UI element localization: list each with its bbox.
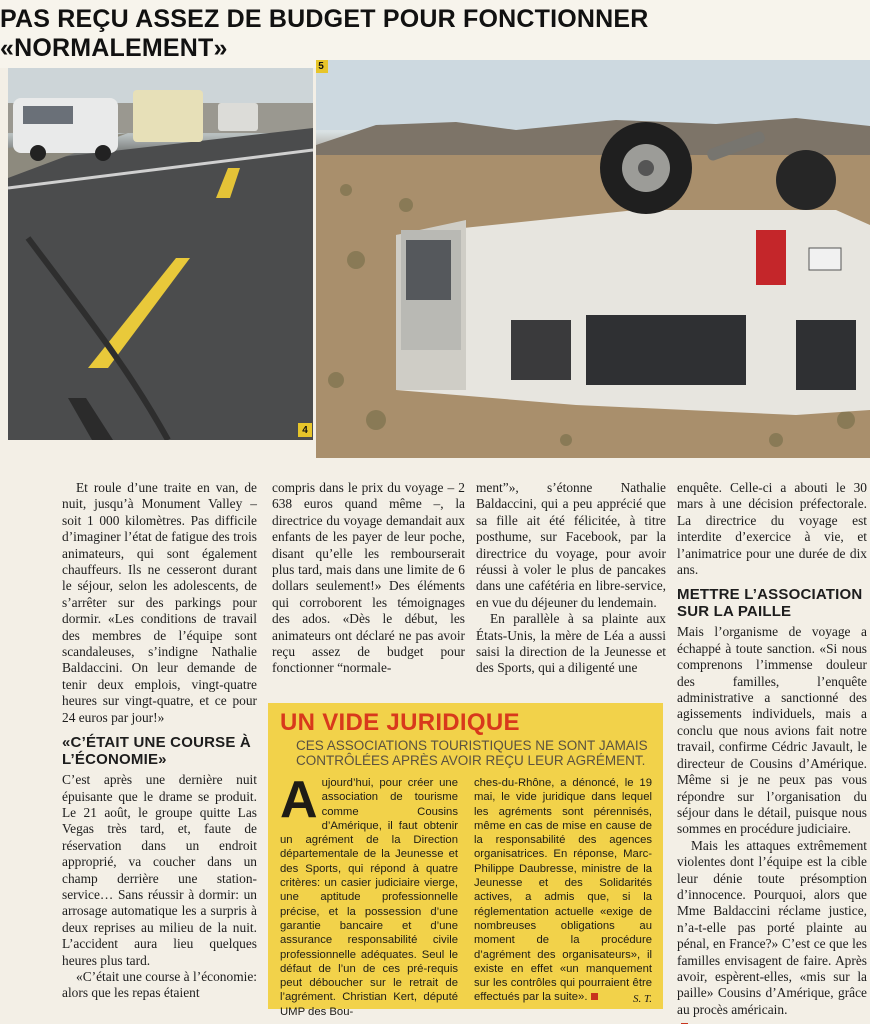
box-right-text: ches-du-Rhône, a dénoncé, le 19 mai, le vide juridique dans lequel les agréments sont pérennisés, même en cas de mise en cause de la responsabilité des agences organisatrices. En réponse, Marc-Philippe Daubresse, ministre de la Jeunesse et des Solidarités actives, a admis que, si la réglementation actuelle «exige de nombreuses obligations au moment de la procédure d’agrément des organisateurs», il existe en effet «un manquement sur les contrôles qui pourraient être effectués par la suite». <box>474 777 652 1004</box>
road-photo <box>8 68 313 440</box>
box-left-text: ujourd’hui, pour créer une association de tourisme comme Cousins d’Amérique, il faut obtenir un agrément de la Direction départementale de la Jeunesse et des Sports, qui répond à quatre critères: un casier judiciaire vierge, une aptitude professionnelle précise, et la possession d’une garantie bancaire et d’une assurance responsabilité civile professionnelle adéquates. Seul le défaut de l’un de ces pré-requis peut déboucher sur le retrait de l’agrément. Christian Kert, député UMP des Bou- <box>280 777 458 1018</box>
col2-paragraph-1: compris dans le prix du voyage – 2 638 euros quand même –, la directrice du voyage demandait aux enfants de les payer de leur poche, disant qu’elle les rembourserait plus tard, mais dans une limite de 6 dollars seulement!» Des éléments qui corroborent les témoignages des ados. «Dès le début, les animateurs ont déclaré ne pas avoir reçu assez de budget pour fonctionner “normale- <box>272 480 465 676</box>
van-illustration <box>316 60 870 458</box>
sidebar-box <box>268 703 663 1018</box>
headline: PAS REÇU ASSEZ DE BUDGET POUR FONCTIONNER «NORMALEMENT» <box>0 0 870 68</box>
col1-paragraph-1: Et roule d’une traite en van, de nuit, jusqu’à Monument Valley – soit 1 000 kilomètres. Pas difficile d’imaginer l’état de fatigue des trois animateurs, qui sont également chauffeurs. Ils ne cesseront durant le séjour, selon les adolescents, de s’arrêter sur des parkings pour dormir. «Les conditions de travail des membres de l’équipe sont scandaleuses, s’indigne Nathalie Baldaccini. On leur demande de tenir deux emplois, vingt-quatre heures sur vingt-quatre, et ce pour 24 euros par jour!» <box>62 480 257 725</box>
box-column-right <box>474 776 652 1007</box>
photo-number-5: 5 <box>316 60 328 73</box>
col4-paragraph-3: Mais les attaques extrêmement violentes dont l’équipe est la cible leur dénie toute présomption d’innocence. Pourquoi, alors que Mme Baldaccini réclame justice, n’a-t-elle pas porté plainte au pénal, en France?» C’est ce que les familles envisagent de faire. Après avoir, espèrent-elles, «mis sur la paille» Cousins d’Amérique, grâce au procès américain. <box>677 837 867 1017</box>
article-column-4 <box>677 480 867 1024</box>
col1-subhead: «C’ÉTAIT UNE COURSE À L’ÉCONOMIE» <box>62 734 251 769</box>
author-signature: S. T. <box>632 993 652 1006</box>
col3-paragraph-1: ment”», s’étonne Nathalie Baldaccini, qui a peu apprécié que sa fille ait été félicitée, à titre posthume, sur Facebook, par la directrice du voyage, pour avoir réussi à voler le plus de pancakes dans une cafétéria en libre-service, en vue du déjeuner du lendemain. <box>476 480 666 610</box>
drop-cap: A <box>280 771 318 829</box>
road-illustration <box>8 68 313 440</box>
col4-paragraph-1: enquête. Celle-ci a abouti le 30 mars à une décision préfectorale. La directrice du voyage est interdite d’exercice à vie, et l’animatrice pour une durée de dix ans. <box>677 480 867 578</box>
article-column-3 <box>476 480 666 677</box>
box-subtitle: CES ASSOCIATIONS TOURISTIQUES NE SONT JAMAIS CONTRÔLÉES APRÈS AVOIR REÇU LEUR AGRÉMENT. <box>296 738 648 768</box>
col1-paragraph-3: «C’était une course à l’économie: alors que les repas étaient <box>62 968 257 1001</box>
box-title: UN VIDE JURIDIQUE <box>280 709 520 736</box>
box-end-mark-icon <box>591 993 598 1000</box>
col3-paragraph-2: En parallèle à sa plainte aux États-Unis, la mère de Léa a aussi saisi la direction de la Jeunesse et des Sports, qui a diligenté une <box>476 611 666 676</box>
col4-subhead: METTRE L’ASSOCIATION SUR LA PAILLE <box>677 586 863 621</box>
photo-number-4: 4 <box>298 423 312 437</box>
box-column-left <box>280 771 458 1019</box>
article-column-1 <box>62 480 257 1002</box>
col1-paragraph-2: C’est après une dernière nuit épuisante que le drame se produit. Le 21 août, le groupe quitte Las Vegas très tard, et, faute de réservation dans un endroit approprié, va coucher dans un champ derrière une station-service… Sans réussir à dormir: un arrosage automatique les a surpris à deux reprises au milieu de la nuit. L’accident aura lieu quelques heures plus tard. <box>62 772 257 968</box>
box-body <box>280 771 652 1018</box>
van-photo <box>316 60 870 458</box>
article-column-2 <box>272 480 465 677</box>
col4-paragraph-2: Mais l’organisme de voyage a échappé à toute sanction. «Si nous comprenons l’immense douleur des familles, l’enquête administrative a sanctionné des agissements individuels, mais a conclu que nous avions fait notre travail, confirme Cédric Javault, le directeur de Cousins d’Amérique. Même si je ne peux pas vous répondre sur l’organisation du séjour dans le détail, puisque nous sommes en procédure judiciaire. <box>677 624 867 837</box>
